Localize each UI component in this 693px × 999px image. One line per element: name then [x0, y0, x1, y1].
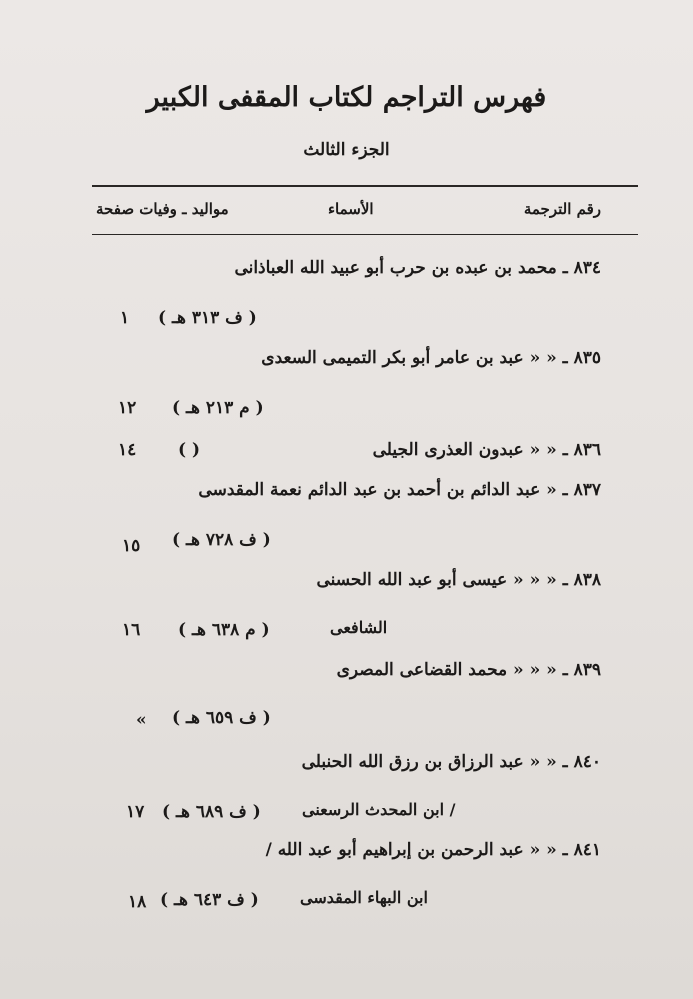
entry-line: ٨٣٦ ـ « « عبدون العذرى الجيلى — [372, 440, 601, 460]
entry-line: ٨٣٩ ـ « « « محمد القضاعى المصرى — [336, 660, 601, 680]
entry-continuation-text: الشافعى — [330, 618, 388, 637]
entry-page-number: ١٦ — [122, 620, 141, 640]
entry-page-number: ١ — [120, 308, 130, 328]
page-title: فهرس التراجم لكتاب المقفى الكبير — [146, 82, 547, 113]
page-subtitle: الجزء الثالث — [303, 140, 390, 160]
column-header-names: الأسماء — [328, 200, 374, 218]
entry-line: ٨٣٤ ـ محمد بن عبده بن حرب أبو عبيد الله العباذانى — [234, 258, 601, 278]
entry-line: ٨٤٠ ـ « « عبد الرزاق بن رزق الله الحنبلى — [301, 752, 601, 772]
entry-date-ref: ( ف ٣١٣ هـ ) — [158, 308, 257, 328]
entry-page-number: ١٧ — [126, 802, 145, 822]
entry-page-number: » — [136, 710, 147, 730]
entry-date-ref: ( ف ٦٨٩ هـ ) — [162, 802, 261, 822]
entry-date-ref: ( م ٢١٣ هـ ) — [172, 398, 264, 418]
column-header-number: رقم الترجمة — [523, 200, 601, 218]
entry-page-number: ١٨ — [128, 892, 147, 912]
entry-continuation-text: ابن البهاء المقدسى — [300, 888, 428, 907]
entry-date-ref: ( ف ٦٤٣ هـ ) — [160, 890, 259, 910]
entry-line: ٨٣٥ ـ « « عبد بن عامر أبو بكر التميمى السعدى — [261, 348, 601, 368]
entry-date-ref: ( م ٦٣٨ هـ ) — [178, 620, 270, 640]
entry-page-number: ١٥ — [122, 536, 141, 556]
header-rule-top — [92, 185, 638, 187]
entry-date-ref: ( ف ٧٢٨ هـ ) — [172, 530, 271, 550]
entry-line: ٨٤١ ـ « « عبد الرحمن بن إبراهيم أبو عبد الله / — [265, 840, 601, 860]
entry-page-number: ١٤ — [118, 440, 137, 460]
entry-date-ref: ( ) — [178, 440, 201, 460]
column-header-dates: مواليد ـ وفيات صفحة — [96, 200, 229, 218]
entry-continuation-text: / ابن المحدث الرسعنى — [302, 800, 456, 819]
entry-line: ٨٣٧ ـ « عبد الدائم بن أحمد بن عبد الدائم نعمة المقدسى — [198, 480, 601, 500]
entry-line: ٨٣٨ ـ « « « عيسى أبو عبد الله الحسنى — [316, 570, 601, 590]
header-rule-bottom — [92, 234, 638, 235]
entry-date-ref: ( ف ٦٥٩ هـ ) — [172, 708, 271, 728]
entry-page-number: ١٢ — [118, 398, 137, 418]
